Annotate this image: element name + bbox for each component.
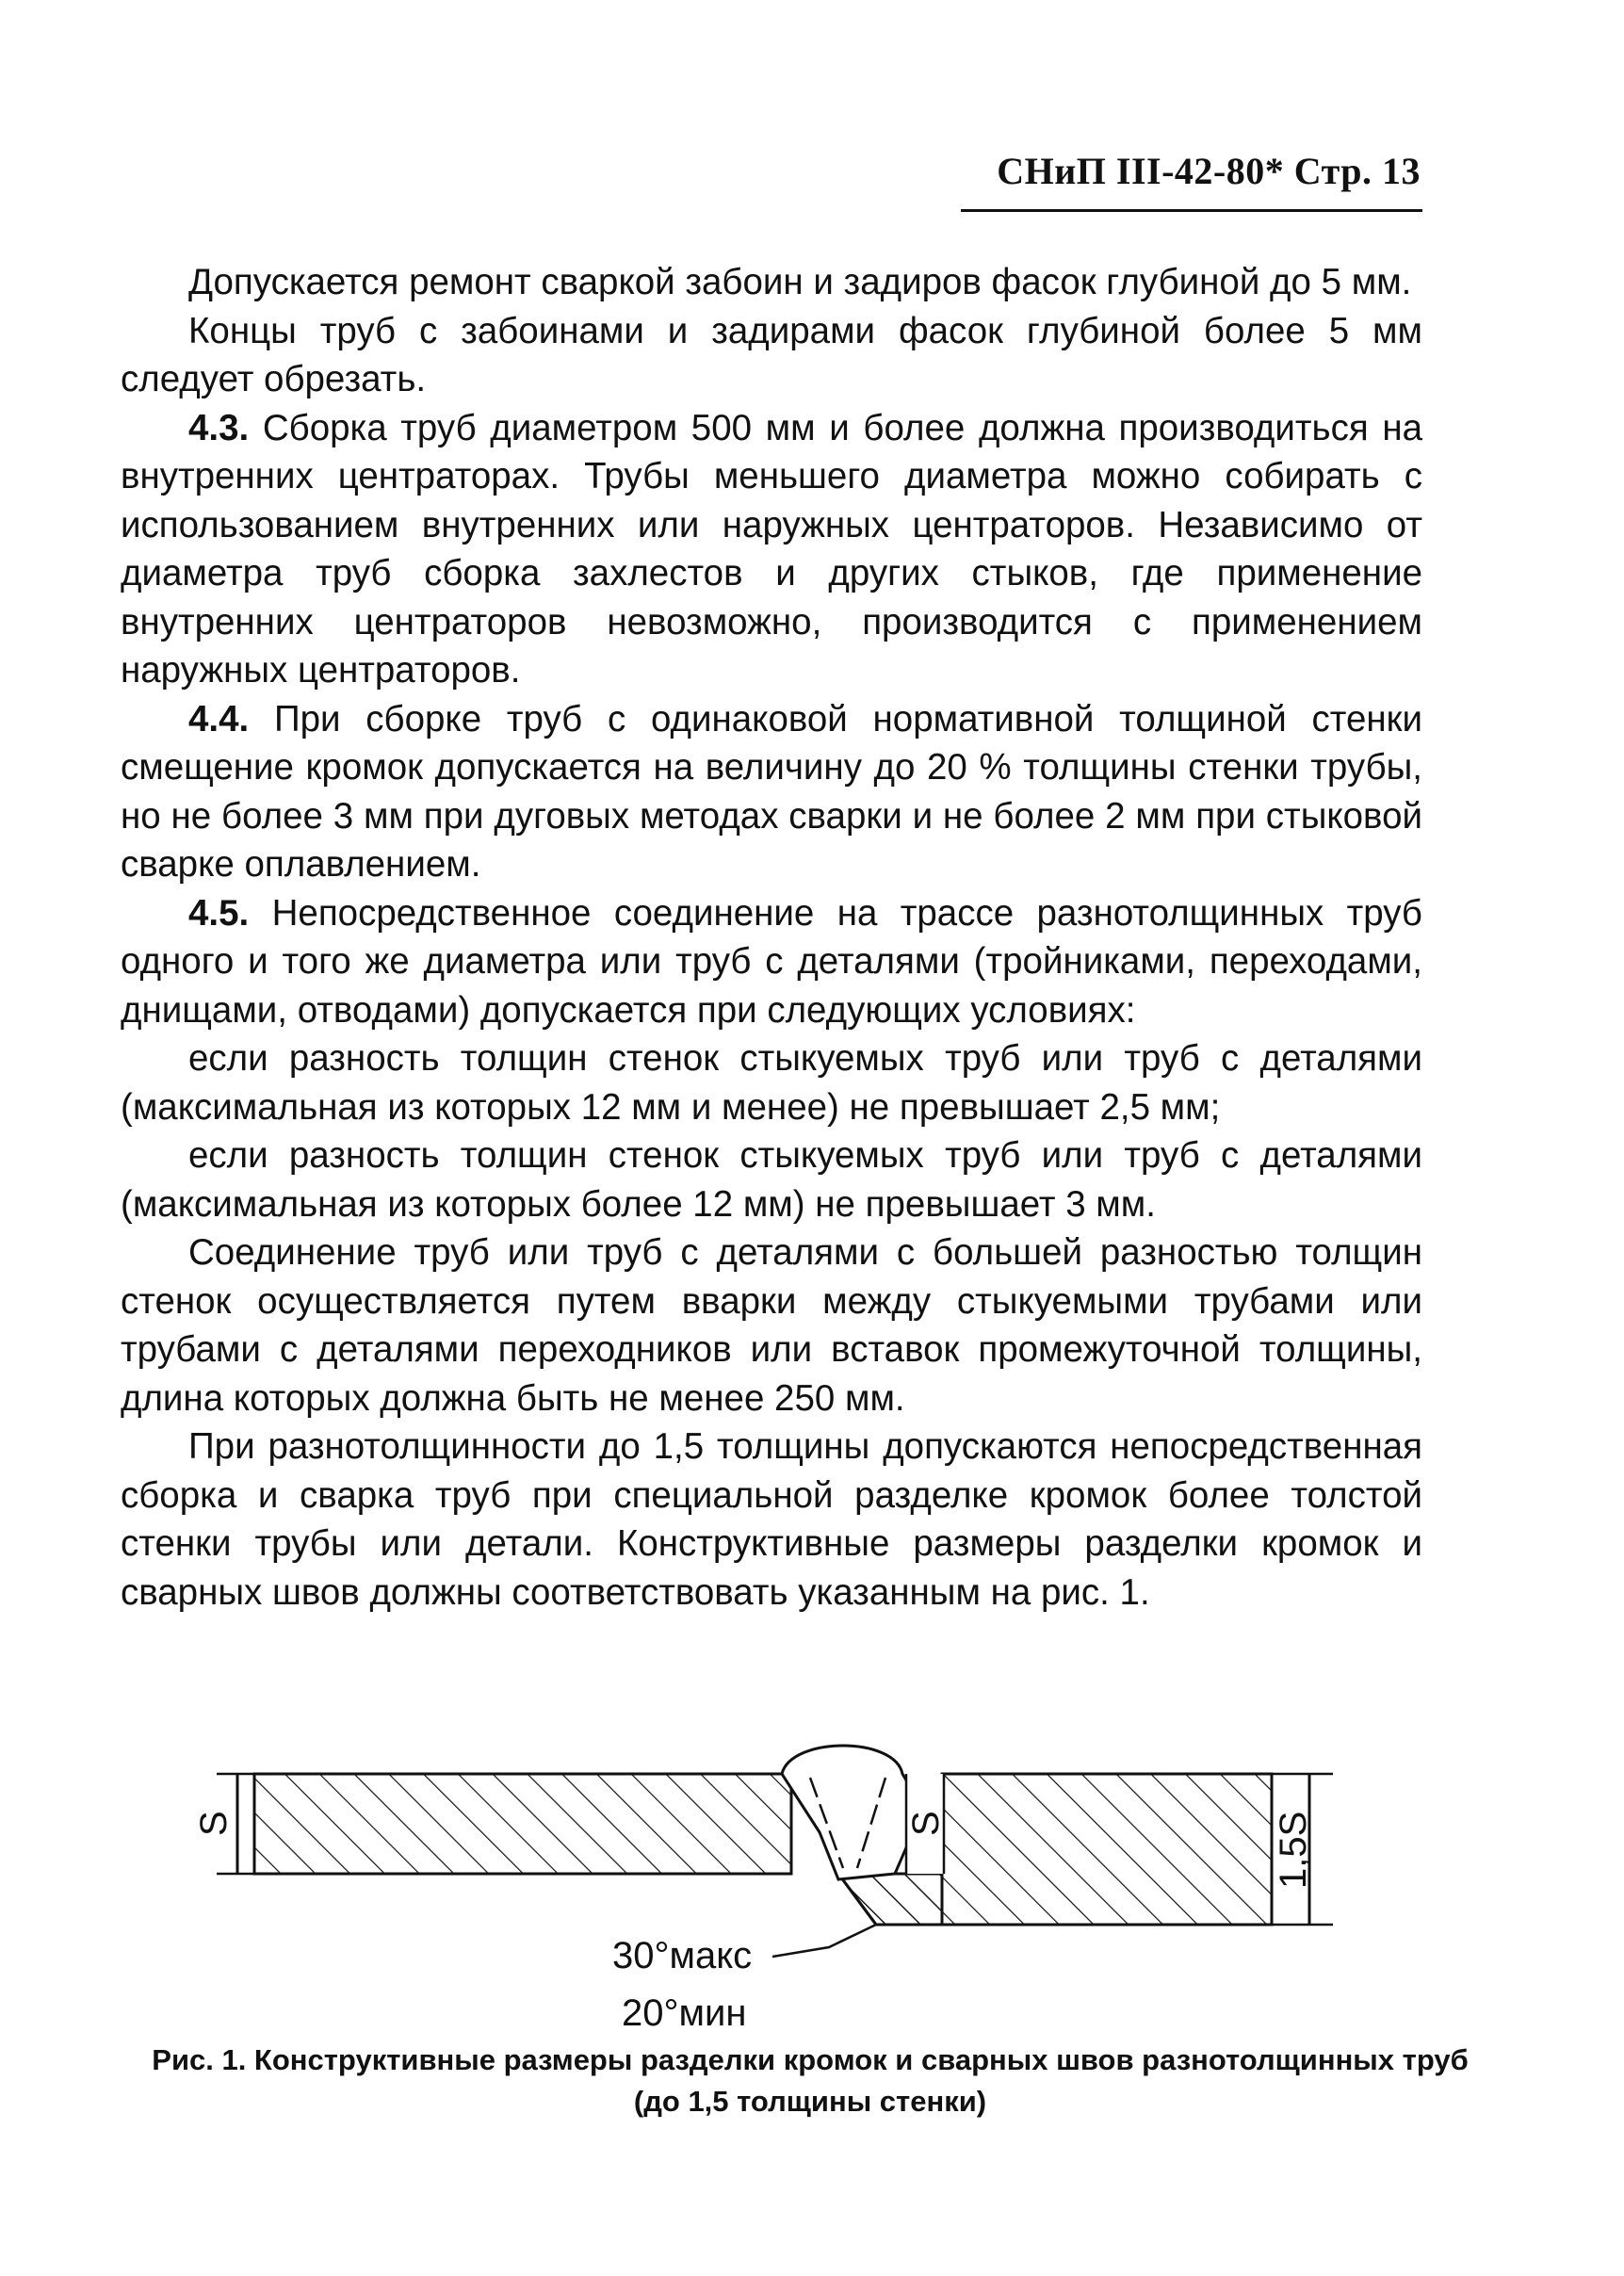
paragraph bbox=[121, 258, 1422, 307]
label-angle-max: 30°макс bbox=[612, 1935, 753, 1976]
paragraph bbox=[121, 1228, 1422, 1422]
paragraph-text: При разнотолщинности до 1,5 толщины допускаются непосредственная сборка и сварка труб при специальной разделке кромок более толстой стенки трубы или детали. Конструктивные размеры разделки кромок и сварных швов должны соответствовать указанным на рис. 1. bbox=[121, 1426, 1422, 1613]
clause-number: 4.3. bbox=[188, 407, 250, 448]
paragraph-text: Допускается ремонт сваркой забоин и задиров фасок глубиной до 5 мм. bbox=[188, 262, 1412, 302]
thin-wall-section bbox=[254, 1774, 791, 1874]
paragraph-text: Непосредственное соединение на трассе разнотолщинных труб одного и того же диаметра или труб с деталями (тройниками, переходами, днищами, отводами) допускается при следующих условиях: bbox=[121, 892, 1422, 1031]
paragraph bbox=[121, 1034, 1422, 1131]
label-1-5s: 1,5S bbox=[1273, 1811, 1314, 1889]
paragraph-text: Концы труб с забоинами и задирами фасок глубиной более 5 мм следует обрезать. bbox=[121, 310, 1422, 399]
bevel-region bbox=[838, 1874, 942, 1925]
paragraph bbox=[121, 1422, 1422, 1617]
clause-number: 4.5. bbox=[188, 892, 250, 934]
angle-leader-line bbox=[772, 1925, 876, 1957]
header-rule bbox=[961, 209, 1422, 212]
label-angle-min: 20°мин bbox=[622, 1992, 747, 2034]
paragraph-text: если разность толщин стенок стыкуемых труб или труб с деталями (максимальная из которых более 12 мм) не превышает 3 мм. bbox=[121, 1135, 1422, 1225]
weld-joint-figure bbox=[179, 1738, 1404, 2040]
paragraph-text: Соединение труб или труб с деталями с большей разностью толщин стенок осуществляется путем вварки между стыкуемыми трубами или трубами с деталями переходников или вставок промежуточной толщины, длина которых должна быть не менее 250 мм. bbox=[121, 1232, 1422, 1419]
weld-bead bbox=[782, 1746, 923, 1879]
paragraph-text: Сборка труб диаметром 500 мм и более должна производиться на внутренних центраторах. Трубы меньшего диаметра можно собирать с использованием внутренних или наружных центраторов. Независимо от диаметра труб сборка захлестов и других стыков, где применение внутренних центраторов невозможно, производится с применением наружных центраторов. bbox=[121, 407, 1422, 691]
label-s-left: S bbox=[193, 1811, 235, 1836]
paragraph bbox=[121, 404, 1422, 695]
body-text bbox=[121, 258, 1422, 1617]
label-s-mid: S bbox=[905, 1811, 947, 1836]
figure-caption: Рис. 1. Конструктивные размеры разделки кромок и сварных швов разнотолщинных труб (до 1,5 толщины стенки) bbox=[152, 2043, 1469, 2118]
clause-number: 4.4. bbox=[188, 698, 250, 740]
paragraph-text: если разность толщин стенок стыкуемых труб или труб с деталями (максимальная из которых 12 мм и менее) не превышает 2,5 мм; bbox=[121, 1038, 1422, 1128]
paragraph bbox=[121, 1131, 1422, 1228]
paragraph bbox=[121, 695, 1422, 889]
paragraph bbox=[121, 889, 1422, 1035]
page-header: СНиП III-42-80* Стр. 13 bbox=[997, 150, 1421, 192]
paragraph-text: При сборке труб с одинаковой нормативной толщиной стенки смещение кромок допускается на величину до 20 % толщины стенки трубы, но не более 3 мм при дуговых методах сварки и не более 2 мм при стыковой сварке оплавлением. bbox=[121, 698, 1422, 885]
paragraph bbox=[121, 307, 1422, 404]
